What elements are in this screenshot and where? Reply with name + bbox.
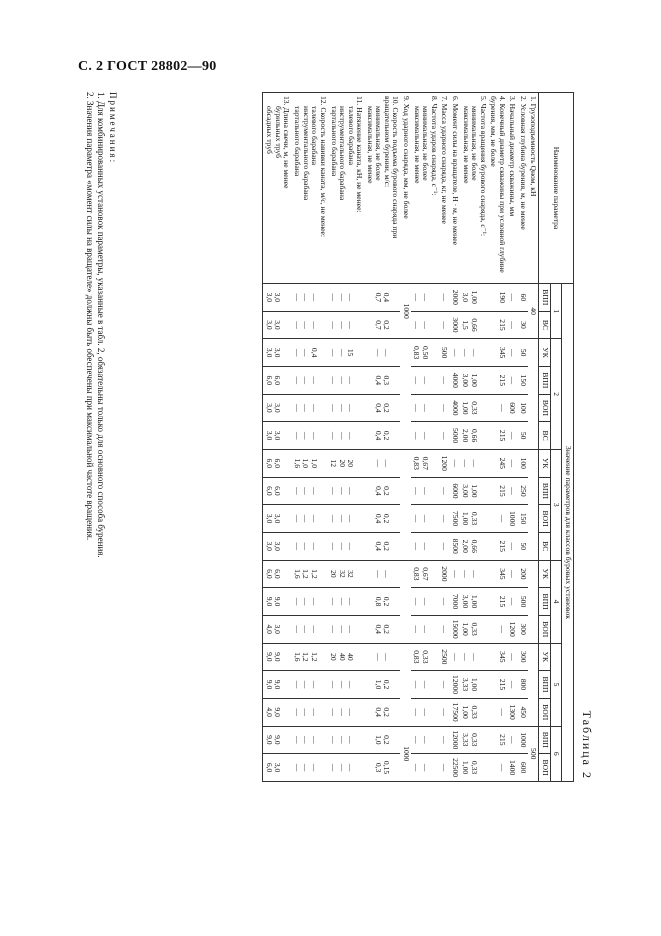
sub-head: ВПП	[539, 588, 551, 616]
value-cell: —	[507, 366, 518, 394]
value-cell: — —	[365, 339, 401, 367]
value-cell: 100	[518, 394, 529, 422]
header-row-1	[562, 93, 574, 782]
param-name	[488, 93, 507, 284]
sub-head: ВОП	[539, 505, 551, 533]
value-cell: 6,0 6,0	[263, 449, 292, 477]
value-cell: 250	[518, 477, 529, 505]
value-cell: 0,33 1,00	[460, 698, 488, 726]
value-cell: 3,0 3,0	[263, 394, 292, 422]
value-cell: —	[450, 449, 461, 477]
value-cell: — — —	[292, 671, 329, 699]
value-cell: 40 40 20	[328, 643, 365, 671]
value-cell: — — —	[292, 532, 329, 560]
param-name-text: 13. Длина свечи, м, не менее	[282, 96, 292, 189]
param-name-text: 4. Конечный диаметр скважины при условной глубине бурения, мм, не более	[489, 96, 507, 273]
value-cell	[528, 643, 539, 726]
value-cell: 100	[518, 449, 529, 477]
param-name	[460, 93, 488, 284]
value-cell: 1000	[401, 726, 412, 782]
value-cell: 0,2 0,4	[365, 532, 401, 560]
table-row	[450, 93, 461, 782]
value-cell: 1,00 3,00	[460, 366, 488, 394]
value-cell: — — —	[328, 422, 365, 450]
value-cell	[401, 449, 412, 560]
sub-head: ВС	[539, 532, 551, 560]
value-cell: —	[488, 505, 507, 533]
value-cell: —	[439, 532, 450, 560]
sub-head: ВС	[539, 422, 551, 450]
table-row	[460, 93, 488, 782]
value-cell: — — —	[292, 366, 329, 394]
value-cell: 12000	[450, 726, 461, 754]
sub-head: ВОП	[539, 394, 551, 422]
value-cell: 0,33 1,00	[460, 615, 488, 643]
value-cell: 0,33 0,83	[411, 643, 439, 671]
value-cell: 1000	[401, 284, 412, 339]
value-cell: 0,2 0,4	[365, 615, 401, 643]
param-sub-label: минимальная, не более	[374, 106, 384, 181]
param-name	[518, 93, 529, 284]
value-cell: 215	[488, 588, 507, 616]
value-cell: —	[450, 560, 461, 588]
value-cell: 0,67 0,83	[411, 449, 439, 477]
value-cell: 0,2 0,4	[365, 477, 401, 505]
value-cell: — — —	[328, 754, 365, 782]
value-cell: 600	[518, 754, 529, 782]
value-cell: — —	[411, 284, 439, 312]
value-cell: 1,00 3,0	[460, 284, 488, 312]
value-cell: — — —	[292, 615, 329, 643]
param-name	[401, 93, 412, 284]
param-sub-label: тартального барабана	[293, 106, 303, 177]
table-row	[507, 93, 518, 782]
param-name-text: 7. Масса ударного снаряда, кг, не менее	[440, 96, 450, 224]
value-cell: 2500	[439, 643, 450, 671]
value-cell: 0,33 1,00	[460, 394, 488, 422]
param-sub-label: бурильных труб	[274, 106, 283, 159]
value-cell: —	[439, 698, 450, 726]
value-cell: 0,2 1,0	[365, 671, 401, 699]
value-cell: 9,0 9,0	[263, 726, 292, 754]
param-name	[365, 93, 401, 284]
value-cell: — —	[411, 615, 439, 643]
value-cell: — — —	[328, 311, 365, 339]
value-cell: — — —	[292, 394, 329, 422]
param-sub-label: инструментального барабана	[302, 106, 311, 201]
param-sub-label: тартального барабана	[330, 106, 339, 177]
value-cell: 1,00 3,33	[460, 671, 488, 699]
value-cell: —	[488, 698, 507, 726]
value-cell: 300	[518, 643, 529, 671]
value-cell: 3000	[450, 311, 461, 339]
param-name	[439, 93, 450, 284]
param-name	[528, 93, 539, 284]
page-header: С. 2 ГОСТ 28802—90	[78, 59, 217, 74]
value-cell: — —	[365, 560, 401, 588]
parameters-table	[263, 92, 575, 782]
value-cell: 0,2 0,4	[365, 698, 401, 726]
class-5-head: 5	[551, 643, 563, 726]
param-name-text: 11. Натяжение каната, кН, не менее:	[355, 96, 365, 213]
value-cell: — —	[460, 560, 488, 588]
value-cell: 200	[518, 560, 529, 588]
value-cell: 500	[528, 726, 539, 782]
value-cell: 6000	[450, 477, 461, 505]
value-cell: 6,0 6,0	[263, 366, 292, 394]
value-cell: 0,33 1,00	[460, 505, 488, 533]
value-cell: — — —	[328, 505, 365, 533]
value-cell: 1200	[507, 615, 518, 643]
value-cell: 1000	[507, 505, 518, 533]
sub-head: ВОП	[539, 615, 551, 643]
table-row	[365, 93, 401, 782]
value-cell: 450	[518, 698, 529, 726]
value-cell: — —	[411, 588, 439, 616]
table-row	[328, 93, 365, 782]
rotated-table-area	[84, 92, 596, 782]
sub-head: ВПП	[539, 726, 551, 754]
param-name-text: 8. Частота ударов снаряда, с⁻¹:	[430, 96, 439, 196]
sub-head: ВПП	[539, 477, 551, 505]
class-4-head: 4	[551, 560, 563, 643]
value-cell: — —	[365, 643, 401, 671]
value-cell: 3,0 3,0	[263, 532, 292, 560]
value-cell: — —	[460, 339, 488, 367]
table-row	[528, 93, 539, 782]
param-name	[450, 93, 461, 284]
value-cell: — — —	[328, 698, 365, 726]
value-cell: 215	[488, 477, 507, 505]
value-cell: 0,4 — —	[292, 339, 329, 367]
value-cell: 4000	[450, 366, 461, 394]
value-cell: —	[507, 449, 518, 477]
value-cell: —	[439, 505, 450, 533]
value-cell: 3,0 3,0	[263, 422, 292, 450]
value-cell: 0,15 0,3	[365, 754, 401, 782]
value-cell: 215	[488, 422, 507, 450]
param-name-text: 5. Частота вращения бурового снаряда, с⁻¹:	[479, 96, 488, 237]
value-cell: —	[507, 726, 518, 754]
param-name-text: 3. Начальный диаметр скважины, мм	[508, 96, 518, 217]
value-cell: 22500	[450, 754, 461, 782]
value-cell: — —	[411, 477, 439, 505]
value-cell: 0,67 0,83	[411, 560, 439, 588]
value-cell: 9,0 9,0	[263, 643, 292, 671]
value-cell: — —	[411, 754, 439, 782]
param-name	[263, 93, 292, 284]
param-name	[328, 93, 365, 284]
value-cell: —	[507, 532, 518, 560]
value-cell	[401, 339, 412, 450]
value-cell: 1200	[439, 449, 450, 477]
value-cell: 0,33 3,33	[460, 726, 488, 754]
value-cell: 0,2 0,7	[365, 311, 401, 339]
value-cell: 1400	[507, 754, 518, 782]
value-cell: 50	[518, 339, 529, 367]
param-sub-label: максимальная, не менее	[366, 106, 375, 184]
value-cell: — —	[411, 366, 439, 394]
value-cell: 215	[488, 366, 507, 394]
value-cell: 1,0 1,0 1,6	[292, 449, 329, 477]
value-cell: —	[439, 726, 450, 754]
sub-head: УК	[539, 560, 551, 588]
value-cell: 9,0 4,0	[263, 698, 292, 726]
value-cell: 0,2 0,4	[365, 394, 401, 422]
value-cell: — —	[411, 671, 439, 699]
class-2-head: 2	[551, 339, 563, 450]
value-cell: 7500	[450, 505, 461, 533]
value-cell: —	[439, 394, 450, 422]
value-cell: — —	[411, 505, 439, 533]
value-cell: —	[439, 284, 450, 312]
value-cell: — — —	[328, 726, 365, 754]
value-cell: — — —	[292, 505, 329, 533]
value-cell: —	[507, 588, 518, 616]
value-cell: 20 20 12	[328, 449, 365, 477]
value-cell: 4000	[450, 394, 461, 422]
value-cell: — —	[411, 698, 439, 726]
param-sub-label: максимальная, не менее	[462, 106, 471, 184]
note-item: 1. Для комбинированных установок параметры, указанные в табл. 2, обязательны только для основного способа бурения.	[96, 92, 107, 558]
value-cell: — — —	[292, 754, 329, 782]
value-cell: 245	[488, 449, 507, 477]
value-cell: —	[439, 311, 450, 339]
value-cell: 190	[488, 284, 507, 312]
value-cell: — — —	[328, 394, 365, 422]
value-cell: 1300	[507, 698, 518, 726]
sub-head: УК	[539, 449, 551, 477]
value-cell: 3,0 3,0	[263, 339, 292, 367]
value-cell: — — —	[328, 588, 365, 616]
value-cell: 15 — —	[328, 339, 365, 367]
value-cell: — — —	[328, 532, 365, 560]
value-cell: — — —	[328, 477, 365, 505]
value-cell: —	[488, 754, 507, 782]
value-cell: 150	[518, 505, 529, 533]
value-cell: 8500	[450, 532, 461, 560]
param-sub-label: талевого барабана	[347, 106, 356, 166]
value-cell: 3,0 3,0	[263, 311, 292, 339]
value-cell	[528, 449, 539, 560]
value-cell: 0,33 1,00	[460, 754, 488, 782]
value-cell	[401, 560, 412, 643]
values-head: Значение параметров для классов буровых установок	[562, 284, 574, 782]
table-row	[488, 93, 507, 782]
param-sub-label: минимальная, не более	[470, 106, 480, 181]
value-cell: — —	[411, 532, 439, 560]
param-name-text: 1. Грузоподъемность Qном, кН	[529, 96, 539, 197]
value-cell: —	[507, 311, 518, 339]
class-3-head: 3	[551, 449, 563, 560]
param-name-text: 10. Скорость подъема бурового снаряда при вращательном бурении, м/с:	[383, 96, 401, 239]
value-cell: —	[507, 339, 518, 367]
value-cell: — —	[460, 643, 488, 671]
value-cell: 0,66 2,00	[460, 422, 488, 450]
value-cell: 0,50 0,83	[411, 339, 439, 367]
value-cell: 0,2 0,4	[365, 505, 401, 533]
param-name	[411, 93, 439, 284]
value-cell: 50	[518, 532, 529, 560]
param-sub-label: минимальная, не более	[421, 106, 431, 181]
value-cell: 500	[439, 339, 450, 367]
table-body	[263, 93, 539, 782]
value-cell: — — —	[292, 726, 329, 754]
value-cell: 0,3 0,4	[365, 366, 401, 394]
value-cell: 215	[488, 726, 507, 754]
value-cell: 345	[488, 643, 507, 671]
value-cell: —	[488, 394, 507, 422]
value-cell	[401, 643, 412, 726]
value-cell: —	[488, 615, 507, 643]
value-cell: 0,4 0,7	[365, 284, 401, 312]
value-cell: 215	[488, 671, 507, 699]
value-cell: — — —	[292, 422, 329, 450]
value-cell: 500	[518, 588, 529, 616]
sub-head: ВОП	[539, 754, 551, 782]
value-cell: 1,00 3,00	[460, 588, 488, 616]
value-cell: 0,66 1,5	[460, 311, 488, 339]
sub-head: ВПП	[539, 284, 551, 312]
sub-head: ВС	[539, 311, 551, 339]
param-name-text: 9. Ход ударного снаряда, мм, не более	[402, 96, 411, 219]
value-cell: — —	[411, 422, 439, 450]
value-cell: — — —	[328, 366, 365, 394]
value-cell: 600	[507, 394, 518, 422]
value-cell: 345	[488, 339, 507, 367]
value-cell: 300	[518, 615, 529, 643]
value-cell: — — —	[292, 311, 329, 339]
value-cell: 0,2 0,8	[365, 588, 401, 616]
value-cell: — — —	[292, 284, 329, 312]
value-cell: 3,0 3,0	[263, 505, 292, 533]
class-1-head: 1	[551, 284, 563, 339]
param-head: Наименование параметра	[539, 93, 574, 284]
value-cell: — —	[365, 449, 401, 477]
value-cell: 1,2 1,2 1,6	[292, 643, 329, 671]
param-sub-label: талевого барабана	[310, 106, 320, 166]
value-cell: 1,2 1,2 1,6	[292, 560, 329, 588]
value-cell: 1,00 3,00	[460, 477, 488, 505]
value-cell: 9,0 9,0	[263, 671, 292, 699]
value-cell: — — —	[328, 615, 365, 643]
value-cell: 215	[488, 311, 507, 339]
value-cell: 3,0 6,0	[263, 754, 292, 782]
param-name	[507, 93, 518, 284]
param-name-text: 6. Момент силы на вращателе, Н · м, не менее	[451, 96, 460, 245]
value-cell: —	[450, 643, 461, 671]
value-cell: 32 32 20	[328, 560, 365, 588]
table-row	[292, 93, 329, 782]
value-cell: —	[439, 615, 450, 643]
value-cell: 17500	[450, 698, 461, 726]
value-cell: —	[439, 754, 450, 782]
value-cell: — —	[460, 449, 488, 477]
sub-head: ВОП	[539, 698, 551, 726]
value-cell: —	[507, 284, 518, 312]
value-cell: —	[507, 560, 518, 588]
value-cell: 1000	[518, 726, 529, 754]
sub-head: ВПП	[539, 366, 551, 394]
sub-head: ВПП	[539, 671, 551, 699]
sub-head: УК	[539, 339, 551, 367]
value-cell: —	[507, 643, 518, 671]
value-cell: 150	[518, 366, 529, 394]
value-cell: 30	[518, 311, 529, 339]
param-name-text: 12. Скорость навивки каната, м/с, не менее:	[319, 96, 328, 237]
value-cell: 40	[528, 284, 539, 339]
value-cell: 6,0 6,0	[263, 477, 292, 505]
value-cell: — — —	[292, 588, 329, 616]
class-6-head: 6	[551, 726, 563, 782]
value-cell: 2000	[450, 284, 461, 312]
value-cell: 6,0 6,0	[263, 560, 292, 588]
table-row	[439, 93, 450, 782]
table-row	[401, 93, 412, 782]
param-sub-label: инструментального барабана	[338, 106, 348, 201]
table-row	[518, 93, 529, 782]
value-cell	[528, 339, 539, 450]
value-cell: 0,2 0,4	[365, 422, 401, 450]
value-cell: —	[450, 339, 461, 367]
value-cell: —	[439, 422, 450, 450]
notes	[83, 92, 118, 782]
value-cell: — —	[411, 311, 439, 339]
value-cell: — —	[411, 726, 439, 754]
value-cell: 215	[488, 532, 507, 560]
value-cell: —	[439, 671, 450, 699]
value-cell: 12000	[450, 671, 461, 699]
value-cell: 2000	[439, 560, 450, 588]
value-cell: — — —	[328, 284, 365, 312]
value-cell: —	[507, 671, 518, 699]
value-cell: — —	[411, 394, 439, 422]
param-sub-label: обсадных труб	[265, 106, 275, 154]
value-cell: 0,66 2,00	[460, 532, 488, 560]
param-name-text: 2. Условная глубина бурения, м, не менее	[519, 96, 528, 230]
table-title: Таблица 2	[580, 710, 594, 780]
value-cell: —	[507, 422, 518, 450]
value-cell: 3,0 3,0	[263, 284, 292, 312]
value-cell: 0,2 1,0	[365, 726, 401, 754]
value-cell: 60	[518, 284, 529, 312]
value-cell: 3,0 4,0	[263, 615, 292, 643]
value-cell: — — —	[328, 671, 365, 699]
value-cell: — — —	[292, 698, 329, 726]
value-cell: — — —	[292, 477, 329, 505]
value-cell: 9,0 9,0	[263, 588, 292, 616]
notes-title: Примечания:	[108, 92, 118, 165]
table-row	[411, 93, 439, 782]
value-cell: —	[507, 477, 518, 505]
value-cell: 345	[488, 560, 507, 588]
value-cell: —	[439, 588, 450, 616]
value-cell: —	[439, 366, 450, 394]
value-cell: 7000	[450, 588, 461, 616]
param-sub-label: максимальная, не менее	[413, 106, 422, 184]
param-name	[292, 93, 329, 284]
value-cell: 15000	[450, 615, 461, 643]
note-item: 2. Значения параметра «момент силы на вращателе» должны быть обеспечены при максимальной частоте вращения.	[84, 92, 95, 541]
value-cell: 800	[518, 671, 529, 699]
value-cell: 5000	[450, 422, 461, 450]
table-row	[263, 93, 292, 782]
value-cell: 50	[518, 422, 529, 450]
sub-head: УК	[539, 643, 551, 671]
value-cell: —	[439, 477, 450, 505]
value-cell	[528, 560, 539, 643]
